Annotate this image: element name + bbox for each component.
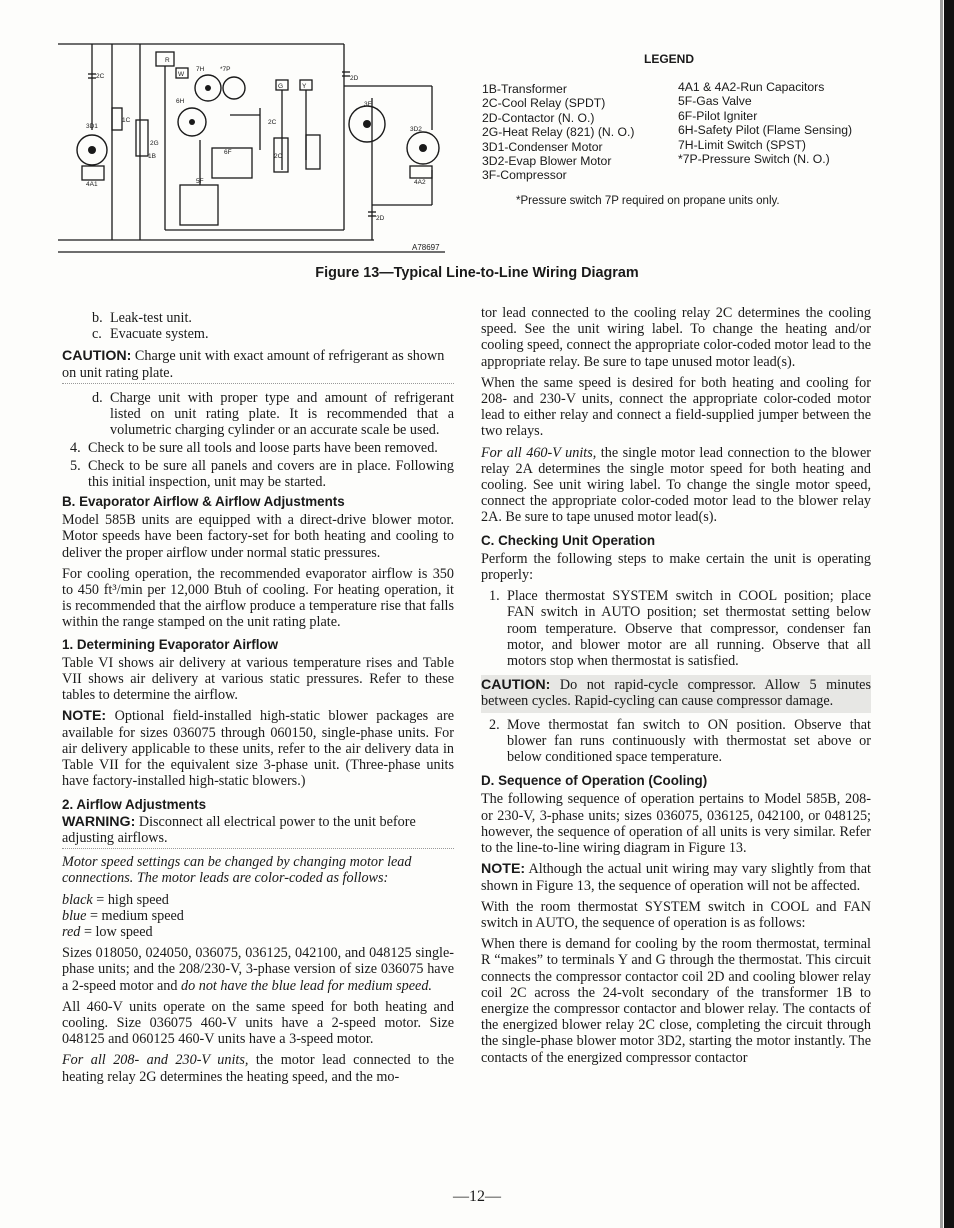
scan-edge-shadow (940, 0, 943, 1228)
heading-determining-airflow: 1. Determining Evaporator Airflow (62, 636, 279, 652)
label-6f: 6F (224, 149, 232, 156)
legend-note: *Pressure switch 7P required on propane units only. (516, 195, 780, 207)
label-3f: 3F (364, 101, 372, 108)
legend-item: 2C-Cool Relay (SPDT) (482, 96, 606, 111)
label-2g: 2G (150, 140, 159, 147)
label-g: G (278, 83, 284, 90)
step-b: b. Leak-test unit. (92, 310, 192, 326)
legend-item: 1B-Transformer (482, 82, 567, 96)
paragraph: Sizes 018050, 024050, 036075, 036125, 042100, and 048125 single-phase units; and the 208/230-V, 3-phase version of size 036075 have a 2-speed motor and do not have the blue lead for medium speed. (62, 945, 454, 994)
figure-code: A78697 (412, 243, 440, 252)
heading-sequence-of-operation: D. Sequence of Operation (Cooling) (481, 773, 708, 789)
paragraph: When there is demand for cooling by the room thermostat, terminal R “makes” to terminals Y and G through the thermostat. This circuit connects the compressor contactor coil 2D and cooling blower relay coil 2C across the 24-volt secondary of the transformer 1B to energize the compressor contactor and blower relay. The contacts of the energized blower relay 2C close, completing the circuit through the single-phase blower motor 3D2, starting the motor instantly. The contacts of the energized compressor contactor (481, 936, 871, 1066)
legend-right-list (678, 80, 852, 166)
step-2: 2. Move thermostat fan switch to ON position. Observe that blower fan runs continuously with thermostat set above or below conditioned space temperature. (489, 716, 871, 766)
label-3d1: 3D1 (86, 123, 98, 130)
label-5f: 5F (196, 178, 204, 185)
label-w: W (178, 71, 185, 78)
paragraph: The following sequence of operation pertains to Model 585B, 208- or 230-V, 3-phase units; sizes 036075, 036125, 042100, or 048125; however, the sequence of operation of all units is very similar. Refer to the line-to-line wiring diagram in Figure 13. (481, 791, 871, 857)
legend-item: 4A1 & 4A2-Run Capacitors (678, 80, 825, 94)
step-c: c. Evacuate system. (92, 326, 209, 343)
paragraph: All 460-V units operate on the same speed for both heating and cooling. Size 036075 460-V units have a 2-speed motor. Size 048125 and 060125 460-V units have a 3-speed motor. (62, 998, 454, 1048)
paragraph: For all 460-V units, the single motor lead connection to the blower relay 2A determines the single motor speed for both heating and cooling. See unit wiring label. To change the single motor speed, connect the appropriate color-coded motor lead to the blower relay 2A. Be sure to tape unused motor lead(s). (481, 444, 871, 526)
paragraph: With the room thermostat SYSTEM switch in COOL and FAN switch in AUTO, the sequence of operation is as follows: (481, 898, 871, 931)
lead-color-black: black = high speed (62, 891, 169, 908)
label-4a1: 4A1 (86, 181, 98, 188)
page-number: —12— (453, 1188, 501, 1205)
label-2c-left: 2C (96, 73, 105, 80)
label-1c: 1C (122, 117, 131, 124)
paragraph: Model 585B units are equipped with a direct-drive blower motor. Motor speeds have been factory-set for both heating and cooling to deliver the proper airflow under normal static pressures. (62, 512, 454, 561)
lead-color-red: red = low speed (62, 923, 153, 940)
left-column (62, 310, 454, 1085)
note-wiring: NOTE: Although the actual unit wiring may vary slightly from that shown in Figure 13, the sequence of operation will not be affected. (481, 861, 871, 894)
step-5: 5. Check to be sure all panels and covers are in place. Following this initial inspection, unit may be started. (70, 457, 454, 490)
warning-power: WARNING: Disconnect all electrical power to the unit before adjusting airflows. (62, 814, 454, 849)
legend-item: 7H-Limit Switch (SPST) (678, 137, 806, 152)
paragraph: Table VI shows air delivery at various temperature rises and Table VII shows air delivery at various static pressures. Refer to these tables to determine the airflow. (62, 654, 454, 704)
label-1b: 1B (148, 153, 156, 160)
legend-left-list (482, 82, 634, 183)
heading-evaporator-airflow: B. Evaporator Airflow & Airflow Adjustments (62, 494, 345, 510)
label-y: Y (302, 83, 307, 90)
label-4a2: 4A2 (414, 179, 426, 186)
label-2d-bot: 2D (376, 215, 385, 222)
paragraph: For all 208- and 230-V units, the motor lead connected to the heating relay 2G determines the heating speed, and the mo- (62, 1052, 454, 1085)
scan-edge (944, 0, 954, 1228)
caution-refrigerant: CAUTION: Charge unit with exact amount of refrigerant as shown on unit rating plate. (62, 348, 454, 383)
paragraph: tor lead connected to the cooling relay 2C determines the cooling speed. See the unit wiring label. To change the heating and/or cooling speed, connect the appropriate color-coded motor lead to the appropriate relay. Be sure to tape unused motor lead(s). (481, 305, 871, 370)
caution-rapid-cycle: CAUTION: Do not rapid-cycle compressor. Allow 5 minutes between cycles. Rapid-cycling can cause compressor damage. (481, 675, 871, 712)
legend-item: *7P-Pressure Switch (N. O.) (678, 152, 830, 167)
italic-paragraph: Motor speed settings can be changed by changing motor lead connections. The motor leads are color-coded as follows: (62, 854, 412, 887)
heading-airflow-adjustments: 2. Airflow Adjustments (62, 797, 207, 813)
step-4: 4. Check to be sure all tools and loose parts have been removed. (70, 440, 438, 457)
legend-item: 3D1-Condenser Motor (482, 139, 603, 154)
paragraph: Perform the following steps to make certain the unit is operating properly: (481, 550, 871, 584)
legend-title: LEGEND (644, 52, 695, 66)
label-2c-right: 2C (274, 153, 283, 160)
note-high-static: NOTE: Optional field-installed high-static blower packages are available for sizes 036075 through 060150, single-phase units. For air delivery applicable to these units, refer to the air delivery data in Table VII for the equivalent size 3-phase unit. (Three-phase units have factory-installed high-static blowers.) (62, 708, 454, 790)
legend-item: 3D2-Evap Blower Motor (482, 154, 612, 169)
legend-item: 2D-Contactor (N. O.) (482, 110, 595, 125)
lead-color-blue: blue = medium speed (62, 907, 184, 924)
right-column (481, 305, 871, 1066)
legend-item: 6H-Safety Pilot (Flame Sensing) (678, 123, 853, 138)
step-1: 1. Place thermostat SYSTEM switch in COOL position; place FAN switch in AUTO position; set thermostat setting below room temperature. Observe that compressor, condenser fan motor, and blower motor are all running. Observe that all motors stop when thermostat is satisfied. (489, 588, 871, 670)
paragraph: For cooling operation, the recommended evaporator airflow is 350 to 450 ft³/min per 12,000 Btuh of cooling. For heating operation, it is recommended that the airflow produce a temperature rise that falls within the range stamped on the unit rating plate. (62, 565, 454, 631)
step-d: d. Charge unit with proper type and amount of refrigerant listed on unit rating plate. It is recommended that a volumetric charging cylinder or an accurate scale be used. (92, 389, 454, 439)
label-2d-top: 2D (350, 75, 359, 82)
label-2c: 2C (268, 119, 277, 126)
legend-item: 6F-Pilot Igniter (678, 108, 758, 123)
heading-checking-operation: C. Checking Unit Operation (481, 532, 656, 548)
legend-item: 2G-Heat Relay (821) (N. O.) (482, 125, 635, 140)
legend-item: 3F-Compressor (482, 168, 567, 183)
wiring-diagram (0, 0, 470, 262)
legend-item: 5F-Gas Valve (678, 94, 752, 109)
label-6h: 6H (176, 98, 185, 105)
label-7h: 7H (196, 66, 205, 73)
figure-caption: Figure 13—Typical Line-to-Line Wiring Diagram (315, 265, 639, 281)
label-r: R (165, 57, 170, 64)
label-3d2: 3D2 (410, 126, 422, 133)
paragraph: When the same speed is desired for both heating and cooling for 208- and 230-V units, connect the appropriate color-coded motor lead to either relay and connect a field-supplied jumper between the two relays. (481, 374, 871, 440)
label-7p: *7P (220, 66, 231, 73)
